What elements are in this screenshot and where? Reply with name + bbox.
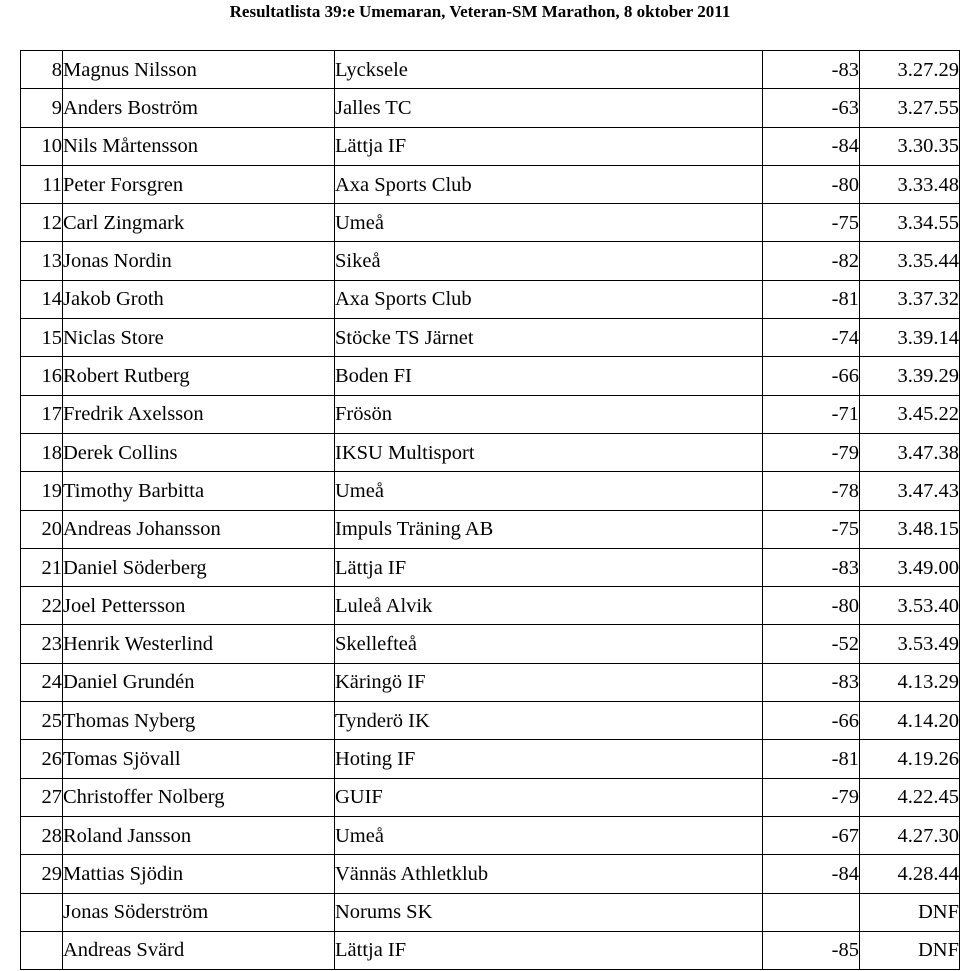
place-cell: 28 [21, 816, 63, 854]
age-class-cell: -52 [763, 625, 860, 663]
runner-name-cell: Anders Boström [63, 89, 335, 127]
place-cell: 27 [21, 778, 63, 816]
place-cell: 17 [21, 395, 63, 433]
table-row [21, 204, 960, 242]
place-cell: 11 [21, 165, 63, 203]
age-class-cell: -74 [763, 319, 860, 357]
runner-name-cell: Andreas Johansson [63, 510, 335, 548]
finish-time-cell: 4.28.44 [860, 855, 960, 893]
place-cell: 20 [21, 510, 63, 548]
age-class-cell [763, 893, 860, 931]
club-cell: Umeå [335, 472, 763, 510]
runner-name-cell: Joel Pettersson [63, 587, 335, 625]
place-cell: 10 [21, 127, 63, 165]
table-row [21, 89, 960, 127]
finish-time-cell: 3.37.32 [860, 280, 960, 318]
runner-name-cell: Jakob Groth [63, 280, 335, 318]
place-cell: 26 [21, 740, 63, 778]
club-cell: Lättja IF [335, 548, 763, 586]
finish-time-cell: DNF [860, 931, 960, 969]
finish-time-cell: 3.35.44 [860, 242, 960, 280]
age-class-cell: -71 [763, 395, 860, 433]
club-cell: Tynderö IK [335, 702, 763, 740]
club-cell: Skellefteå [335, 625, 763, 663]
club-cell: Norums SK [335, 893, 763, 931]
age-class-cell: -83 [763, 51, 860, 89]
age-class-cell: -79 [763, 778, 860, 816]
table-row [21, 893, 960, 931]
results-body [21, 51, 960, 970]
table-row [21, 357, 960, 395]
age-class-cell: -67 [763, 816, 860, 854]
place-cell: 9 [21, 89, 63, 127]
club-cell: Vännäs Athletklub [335, 855, 763, 893]
age-class-cell: -78 [763, 472, 860, 510]
runner-name-cell: Magnus Nilsson [63, 51, 335, 89]
results-table [20, 50, 960, 970]
table-row [21, 280, 960, 318]
club-cell: Umeå [335, 816, 763, 854]
table-row [21, 165, 960, 203]
finish-time-cell: 3.34.55 [860, 204, 960, 242]
table-row [21, 51, 960, 89]
table-row [21, 433, 960, 471]
runner-name-cell: Thomas Nyberg [63, 702, 335, 740]
place-cell: 24 [21, 663, 63, 701]
finish-time-cell: 3.39.29 [860, 357, 960, 395]
runner-name-cell: Christoffer Nolberg [63, 778, 335, 816]
page-title: Resultatlista 39:e Umemaran, Veteran-SM Marathon, 8 oktober 2011 [229, 2, 731, 21]
club-cell: Impuls Träning AB [335, 510, 763, 548]
finish-time-cell: 4.22.45 [860, 778, 960, 816]
place-cell: 25 [21, 702, 63, 740]
age-class-cell: -83 [763, 663, 860, 701]
finish-time-cell: 3.53.49 [860, 625, 960, 663]
finish-time-cell: 3.27.55 [860, 89, 960, 127]
place-cell: 18 [21, 433, 63, 471]
table-row [21, 395, 960, 433]
finish-time-cell: 3.47.43 [860, 472, 960, 510]
age-class-cell: -63 [763, 89, 860, 127]
finish-time-cell: 3.53.40 [860, 587, 960, 625]
runner-name-cell: Mattias Sjödin [63, 855, 335, 893]
table-row [21, 778, 960, 816]
club-cell: Sikeå [335, 242, 763, 280]
table-row [21, 625, 960, 663]
club-cell: GUIF [335, 778, 763, 816]
club-cell: Jalles TC [335, 89, 763, 127]
finish-time-cell: 3.47.38 [860, 433, 960, 471]
place-cell: 8 [21, 51, 63, 89]
place-cell: 15 [21, 319, 63, 357]
table-row [21, 740, 960, 778]
table-row [21, 127, 960, 165]
place-cell [21, 893, 63, 931]
table-row [21, 931, 960, 969]
club-cell: Lycksele [335, 51, 763, 89]
runner-name-cell: Niclas Store [63, 319, 335, 357]
table-row [21, 663, 960, 701]
runner-name-cell: Timothy Barbitta [63, 472, 335, 510]
table-row [21, 319, 960, 357]
place-cell: 14 [21, 280, 63, 318]
table-row [21, 855, 960, 893]
age-class-cell: -66 [763, 702, 860, 740]
runner-name-cell: Tomas Sjövall [63, 740, 335, 778]
age-class-cell: -81 [763, 280, 860, 318]
runner-name-cell: Daniel Söderberg [63, 548, 335, 586]
table-row [21, 510, 960, 548]
place-cell: 12 [21, 204, 63, 242]
finish-time-cell: 3.45.22 [860, 395, 960, 433]
finish-time-cell: 4.19.26 [860, 740, 960, 778]
place-cell: 22 [21, 587, 63, 625]
age-class-cell: -80 [763, 587, 860, 625]
runner-name-cell: Carl Zingmark [63, 204, 335, 242]
club-cell: Käringö IF [335, 663, 763, 701]
table-row [21, 702, 960, 740]
table-row [21, 472, 960, 510]
club-cell: Frösön [335, 395, 763, 433]
place-cell: 23 [21, 625, 63, 663]
finish-time-cell: 3.27.29 [860, 51, 960, 89]
age-class-cell: -85 [763, 931, 860, 969]
club-cell: Axa Sports Club [335, 280, 763, 318]
club-cell: IKSU Multisport [335, 433, 763, 471]
age-class-cell: -83 [763, 548, 860, 586]
finish-time-cell: 4.13.29 [860, 663, 960, 701]
club-cell: Umeå [335, 204, 763, 242]
runner-name-cell: Henrik Westerlind [63, 625, 335, 663]
finish-time-cell: 3.39.14 [860, 319, 960, 357]
age-class-cell: -81 [763, 740, 860, 778]
runner-name-cell: Derek Collins [63, 433, 335, 471]
finish-time-cell: 4.27.30 [860, 816, 960, 854]
finish-time-cell: 3.48.15 [860, 510, 960, 548]
finish-time-cell: 3.49.00 [860, 548, 960, 586]
place-cell [21, 931, 63, 969]
age-class-cell: -82 [763, 242, 860, 280]
table-row [21, 242, 960, 280]
finish-time-cell: DNF [860, 893, 960, 931]
runner-name-cell: Jonas Nordin [63, 242, 335, 280]
club-cell: Stöcke TS Järnet [335, 319, 763, 357]
place-cell: 13 [21, 242, 63, 280]
club-cell: Axa Sports Club [335, 165, 763, 203]
age-class-cell: -80 [763, 165, 860, 203]
age-class-cell: -84 [763, 855, 860, 893]
age-class-cell: -84 [763, 127, 860, 165]
table-row [21, 816, 960, 854]
club-cell: Hoting IF [335, 740, 763, 778]
runner-name-cell: Jonas Söderström [63, 893, 335, 931]
place-cell: 16 [21, 357, 63, 395]
age-class-cell: -79 [763, 433, 860, 471]
club-cell: Boden FI [335, 357, 763, 395]
club-cell: Luleå Alvik [335, 587, 763, 625]
finish-time-cell: 3.30.35 [860, 127, 960, 165]
age-class-cell: -75 [763, 204, 860, 242]
finish-time-cell: 4.14.20 [860, 702, 960, 740]
table-row [21, 548, 960, 586]
runner-name-cell: Peter Forsgren [63, 165, 335, 203]
runner-name-cell: Nils Mårtensson [63, 127, 335, 165]
runner-name-cell: Andreas Svärd [63, 931, 335, 969]
runner-name-cell: Daniel Grundén [63, 663, 335, 701]
place-cell: 21 [21, 548, 63, 586]
runner-name-cell: Roland Jansson [63, 816, 335, 854]
club-cell: Lättja IF [335, 127, 763, 165]
runner-name-cell: Robert Rutberg [63, 357, 335, 395]
table-row [21, 587, 960, 625]
place-cell: 29 [21, 855, 63, 893]
age-class-cell: -75 [763, 510, 860, 548]
age-class-cell: -66 [763, 357, 860, 395]
club-cell: Lättja IF [335, 931, 763, 969]
finish-time-cell: 3.33.48 [860, 165, 960, 203]
place-cell: 19 [21, 472, 63, 510]
runner-name-cell: Fredrik Axelsson [63, 395, 335, 433]
